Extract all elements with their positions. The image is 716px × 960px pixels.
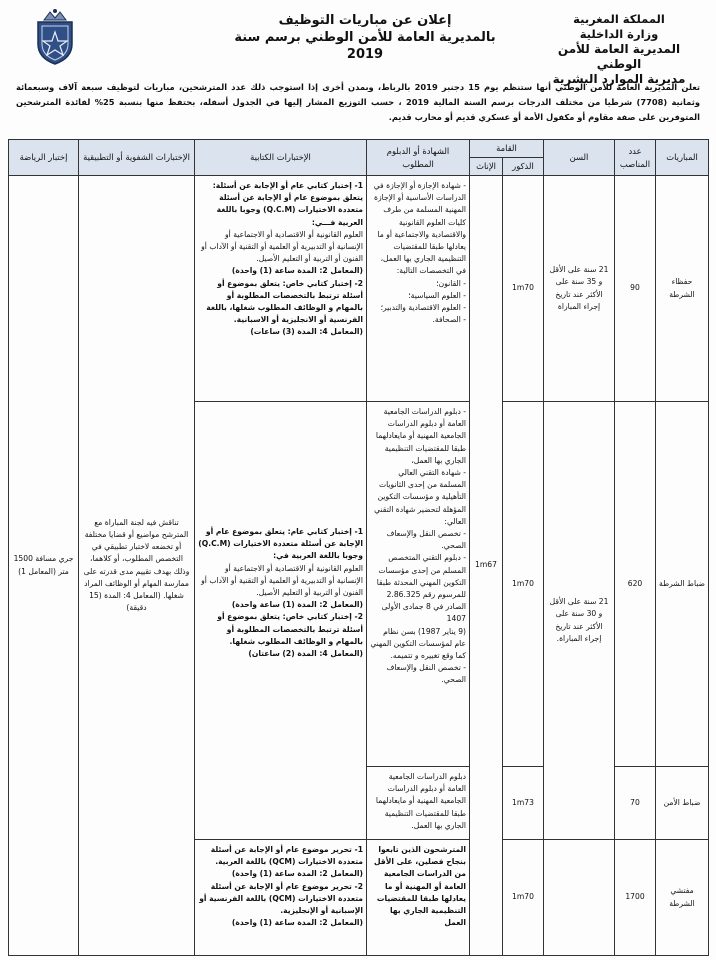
posts-cell: 1700 — [615, 840, 656, 956]
header-diploma: الشهادة أو الدبلوم المطلوب — [367, 140, 470, 176]
male-height-cell: 1m73 — [503, 767, 544, 840]
diploma-cell — [367, 402, 470, 767]
intro-paragraph: تعلن المديرية العامة للأمن الوطني أنها ستنظم يوم 15 دجنبر 2019 بالرباط، وبمدن أخرى إذا استوجب ذلك عدد المترشحين، مباريات لتوظيف سبعة آلاف وسبعمائة وثمانية (7708) شرطيا من مختلف الدرجات برسم السنة المالية 2019 ، حسب التوزيع المشار إليها في الجدول أسفله، بحتفظ منها بنسبة 25% لفائدة المترشحين المتوفرين على صفة مقاوم أو مكفول الأمة أو عسكري قديم أو محارب قديم. — [16, 82, 701, 122]
diploma-line: - دبلوم الدراسات الجامعية العامة أو دبلوم الدراسات الجامعية المهنية أو مايعادلهما طبقا للمقتضيات التنظيمية الجاري بها العمل، — [375, 407, 466, 465]
written-line: 1- إختبار كتابي عام: يتعلق بموضوع عام أو الإجابة عن أسئلة متعددة الاختيارات (Q.C.M) وجوبا باللغة العربية في: — [198, 527, 363, 561]
written-line: (المعامل 2: المدة ساعة (1) واحدة) — [231, 869, 363, 879]
police-emblem-icon — [30, 8, 80, 66]
written-line: العلوم القانونية أو الاقتصادية أو الاجتماعية أو الإنسانية أو التدبيرية أو العلمية أو التقنية أو الآداب أو الفنون أو التربية أو التعليم الأصيل. — [201, 229, 363, 264]
directorate-name: المديرية العامة للأمن الوطني — [557, 42, 681, 71]
written-line: 2- إختبار كتابي خاص: يتعلق بموضوع أو أسئلة ترتبط بالتخصصات المطلوبة أو بالمهام و الوظائف المطلوب شغلها. — [217, 612, 363, 646]
grade-cell: ضباط الشرطة — [656, 402, 709, 767]
header-sport: إختبار الرياضة — [9, 140, 79, 176]
diploma-cell — [367, 176, 470, 402]
announcement-title — [215, 12, 515, 63]
posts-cell: 70 — [615, 767, 656, 840]
recruitment-table — [8, 139, 709, 956]
diploma-line: المترشحون الذين تابعوا بنجاح فصلين، على الأقل من الدراسات الجامعية العامة أو المهنية أو ما يعادلها طبقا للمقتضيات التنظيمية الجاري بها العمل — [373, 845, 466, 928]
grade-cell: حفظاء الشرطة — [656, 176, 709, 402]
written-line: (المعامل 2: المدة (1) ساعة واحدة) — [231, 600, 363, 610]
header-female: الإناث — [470, 158, 503, 176]
kingdom-name: المملكة المغربية — [573, 12, 665, 26]
grade-cell: مفتشي الشرطة — [656, 840, 709, 956]
written-line: (المعامل 4: المدة (2) ساعتان) — [248, 649, 363, 659]
written-cell — [195, 176, 367, 402]
diploma-cell — [367, 840, 470, 956]
written-line: 1- تحرير موضوع عام أو الإجابة عن أسئلة متعددة الاختيارات (QCM) باللغة العربية. — [210, 845, 363, 867]
header-written: الإختبارات الكتابية — [195, 140, 367, 176]
written-line: (المعامل 2: المدة ساعة (1) واحدة) — [231, 918, 363, 928]
diploma-line: - تخصص النقل والإسعاف الصحي. — [386, 529, 466, 551]
diploma-line: - القانون؛ — [436, 278, 466, 288]
male-height-cell: 1m70 — [503, 402, 544, 767]
hr-directorate-name: مديرية الموارد البشرية — [552, 72, 686, 86]
grade-cell: ضباط الأمن — [656, 767, 709, 840]
age-cell: 21 سنة على الأقل و 35 سنة على الأكثر عند تاريخ إجراء المباراة — [544, 176, 615, 402]
header-height: القامة — [470, 140, 544, 158]
diploma-line: - العلوم السياسية؛ — [408, 290, 466, 300]
diploma-line: - دبلوم التقني المتخصص المسلم من إحدى مؤسسات التكوين المهني المحدثة طبقا للمرسوم رقم 2.86.325 الصادر في 8 جمادى الأولى 1407 — [376, 553, 466, 624]
title-line-1: إعلان عن مباريات التوظيف — [278, 13, 452, 28]
age-cell — [544, 840, 615, 956]
male-height-cell: 1m70 — [503, 840, 544, 956]
male-height-cell: 1m70 — [503, 176, 544, 402]
written-line: 2- إختبار كتابي خاص: يتعلق بموضوع أو أسئلة ترتبط بالتخصصات المطلوبة أو بالمهام و الوظائف المطلوب شغلها، باللغة الفرنسية أو الانجليزية أو الاسبانية. — [206, 278, 363, 325]
title-line-2: بالمديرية العامة للأمن الوطني برسم سنة 2019 — [234, 30, 496, 62]
header-oral: الإختبارات الشفوية أو التطبيقية — [79, 140, 195, 176]
ministry-name: وزارة الداخلية — [579, 27, 659, 41]
header-male: الذكور — [503, 158, 544, 176]
diploma-line: (9 يناير 1987) بسن نظام عام لمؤسسات التكوين المهني كما وقع تغييره و تتميمه. — [370, 626, 466, 661]
table-header-row — [9, 140, 709, 158]
written-line: (المعامل 4: المدة (3) ساعات) — [250, 327, 363, 337]
written-cell — [195, 840, 367, 956]
header-posts: عدد المناصب — [615, 140, 656, 176]
diploma-cell — [367, 767, 470, 840]
header-grades: المباريات — [656, 140, 709, 176]
sport-test-cell: جري مسافة 1500 متر (المعامل 1) — [9, 176, 79, 956]
written-cell — [195, 402, 367, 840]
administration-header — [534, 12, 704, 87]
oral-test-cell: تناقش فيه لجنة المباراة مع المترشح مواضيع أو قضايا مختلفة أو تخضعه لاختبار تطبيقي في التخصص المطلوب، أو كلاهما، وذلك بهدف تقييم مدى قدرته على ممارسة المهام أو الوظائف المراد شغلها. (المعامل 4: المدة (15 دقيقة) — [79, 176, 195, 956]
diploma-line: - العلوم الاقتصادية والتدبير؛ — [380, 303, 466, 313]
diploma-line: دبلوم الدراسات الجامعية العامة أو دبلوم الدراسات الجامعية المهنية أو مايعادلهما طبقا للمقتضيات التنظيمية الجاري بها العمل. — [375, 772, 466, 830]
written-line: العلوم القانونية أو الاقتصادية أو الاجتماعية أو الإنسانية أو التدبيرية أو العلمية أو التقنية أو الآداب أو الفنون أو التربية أو التعليم الأصيل. — [201, 563, 363, 598]
diploma-line: - شهادة الإجازة أو الإجازة في الدراسات الأساسية أو الإجازة المهنية المسلمة من طرف كليات العلوم القانونية والاقتصادية والاجتماعية أو ما يعادلها طبقا للمقتضيات التنظيمية الجاري بها العمل، في التخصصات التالية: — [373, 181, 466, 276]
written-line: 2- تحرير موضوع عام أو الإجابة عن أسئلة متعددة الاختيارات (QCM) باللغة الفرنسية أو الإسبانية أو الإنجليزية. — [199, 881, 363, 916]
female-height-cell: 1m67 — [470, 176, 503, 956]
written-line: 1- إختبار كتابي عام أو الإجابة عن أسئلة: يتعلق بموضوع عام أو الإجابة عن أسئلة متعددة الاختيارات (Q.C.M) وجوبا باللغة العربية فـــي: — [212, 181, 363, 227]
diploma-line: - شهادة التقني العالي المسلمة من إحدى الثانويات التأهيلية و مؤسسات التكوين المؤهلة لتحضير شهادة التقني العالي: — [374, 468, 466, 526]
posts-cell: 620 — [615, 402, 656, 767]
header-age: السن — [544, 140, 615, 176]
age-cell: 21 سنة على الأقل و 30 سنة على الأكثر عند تاريخ إجراء المباراة. — [544, 402, 615, 840]
diploma-line: - الصحافة. — [432, 315, 466, 325]
diploma-line: - تخصص النقل والإسعاف الصحي. — [386, 663, 466, 685]
table-row — [9, 176, 709, 402]
written-line: (المعامل 2: المدة ساعة (1) واحدة) — [231, 266, 363, 276]
posts-cell: 90 — [615, 176, 656, 402]
